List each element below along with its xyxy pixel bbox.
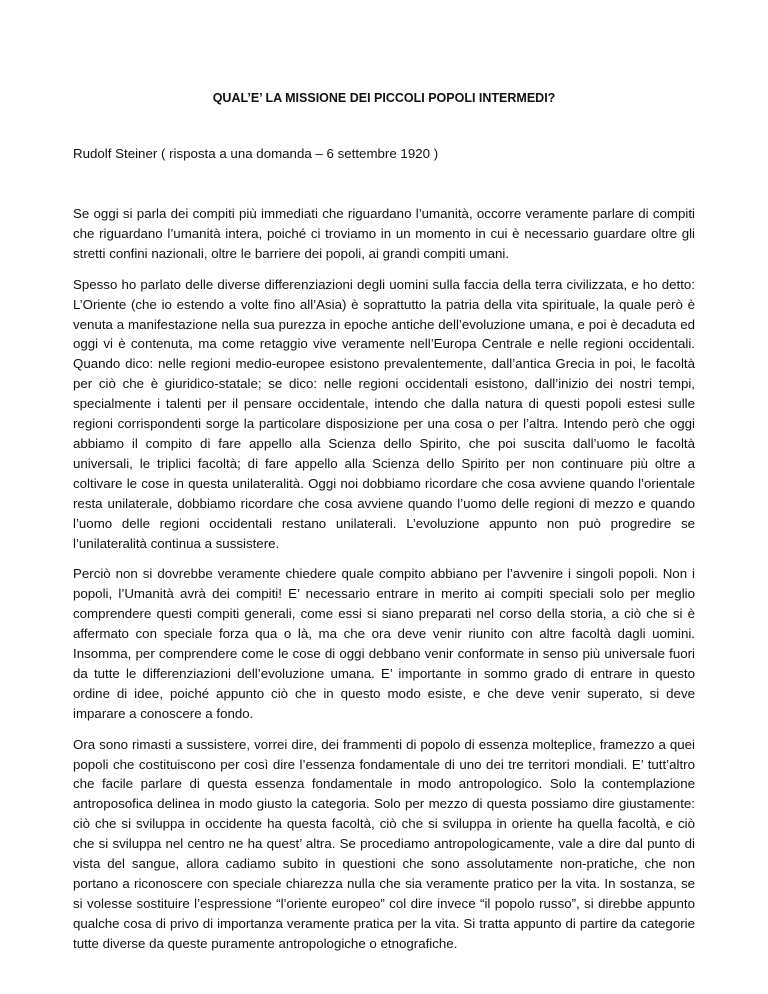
author-line: Rudolf Steiner ( risposta a una domanda – 6 settembre 1920 ) — [73, 146, 439, 161]
paragraph: Perciò non si dovrebbe veramente chiedere quale compito abbiano per l’avvenire i singoli popoli. Non i popoli, l’Umanità avrà dei compiti! E’ necessario entrare in merito ai compiti speciali solo per meglio comprendere questi compiti generali, come essi si siano preparati nel corso della storia, a ciò che si è affermato con speciale forza qua o là, ma che ora deve venir riunito con altre facoltà dagli uomini. Insomma, per comprendere come le cose di oggi debbano venir conformate in senso più universale fuori da tutte le differenziazioni dell’evoluzione umana. E’ importante in sommo grado di entrare in questo ordine di idee, poiché appunto ciò che in questo modo esiste, e che deve venir superato, si deve imparare a conoscere a fondo. — [73, 566, 695, 721]
document-body — [73, 204, 695, 965]
document-title: QUAL’E’ LA MISSIONE DEI PICCOLI POPOLI INTERMEDI? — [212, 91, 556, 105]
paragraph: Spesso ho parlato delle diverse differenziazioni degli uomini sulla faccia della terra civilizzata, e ho detto: L’Oriente (che io estendo a volte fino all’Asia) è soprattutto la patria della vita spirituale, la quale però è venuta a manifestazione nella sua purezza in epoche antiche dell’evoluzione umana, e poi è decaduta ed oggi vi è contenuta, ma come retaggio vive veramente nell’Europa Centrale e nelle regioni occidentali. Quando dico: nelle regioni medio-europee esistono prevalentemente, dall’antica Grecia in poi, le facoltà per ciò che è giuridico-statale; se dico: nelle regioni occidentali esistono, dall’inizio dei nostri tempi, specialmente i talenti per il pensare occidentale, intendo che dalla natura di questi popoli estesi sulle regioni corrispondenti sorge la particolare disposizione per una cosa o per l’altra. Intendo però che oggi abbiamo il compito di fare appello alla Scienza dello Spirito, che poi suscita dall’uomo le facoltà universali, le triplici facoltà; di fare appello alla Scienza dello Spirito per non continuare più oltre a coltivare le cose in questa unilateralità. Oggi noi dobbiamo ricordare che cosa avviene quando l’orientale resta unilaterale, dobbiamo ricordare che cosa avviene quando l’uomo delle regioni di mezzo e quando l’uomo delle regioni occidentali restano unilaterali. L’evoluzione appunto non può progredire se l’unilateralità continua a sussistere. — [73, 276, 695, 551]
paragraph: Se oggi si parla dei compiti più immediati che riguardano l’umanità, occorre veramente parlare di compiti che riguardano l’umanità intera, poiché ci troviamo in un momento in cui è necessario guardare oltre gli stretti confini nazionali, oltre le barriere dei popoli, ai grandi compiti umani. — [73, 206, 695, 261]
paragraph: Ora sono rimasti a sussistere, vorrei dire, dei frammenti di popolo di essenza molteplice, framezzo a quei popoli che costituiscono per così dire l’essenza fondamentale di uno dei tre territori mondiali. E’ tutt’altro che facile parlare di questa essenza fondamentale in modo antropologico. Solo la contemplazione antroposofica delinea in modo giusto la categoria. Solo per mezzo di questa possiamo dire giustamente: ciò che si sviluppa in occidente ha questa facoltà, ciò che si sviluppa in oriente ha quella facoltà, e ciò che si sviluppa nel centro ne ha quest’ altra. Se procediamo antropologicamente, vale a dire dal punto di vista del sangue, allora cadiamo subito in questioni che sono assolutamente non-pratiche, che non portano a riconoscere con speciale chiarezza nulla che sia veramente pratico per la vita. In sostanza, se si volesse sostituire l’espressione “l’oriente europeo” col dire invece “il popolo russo”, si direbbe appunto qualche cosa di privo di importanza veramente pratica per la vita. Si tratta appunto di partire da categorie tutte diverse da queste puramente antropologiche o etnografiche. — [73, 736, 695, 951]
